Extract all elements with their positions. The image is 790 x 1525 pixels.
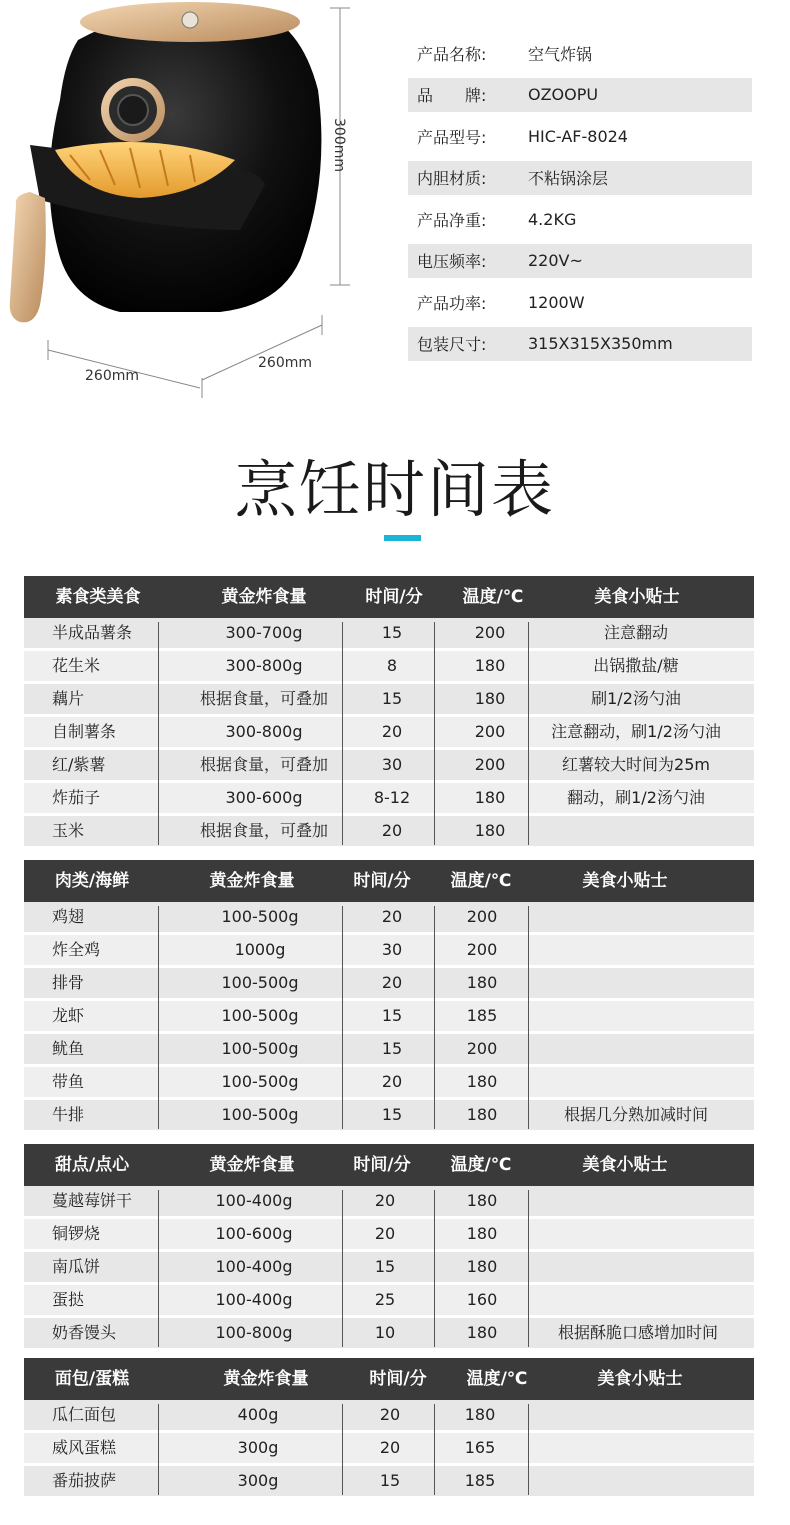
table-cell: 100-500g xyxy=(221,1039,299,1058)
column-header: 温度/℃ xyxy=(466,1369,528,1389)
table-cell: 15 xyxy=(374,1257,396,1276)
table-cell: 180 xyxy=(474,788,506,807)
table-row xyxy=(24,1433,754,1466)
table-cell: 180 xyxy=(466,973,498,992)
spec-label: 产品功率: xyxy=(417,293,487,313)
table-row xyxy=(24,1400,754,1433)
height-dimension-label: 300mm xyxy=(331,118,347,172)
product-spec-list xyxy=(408,36,752,368)
column-divider xyxy=(158,906,159,1129)
table-cell: 160 xyxy=(466,1290,498,1309)
table-cell: 300g xyxy=(237,1438,279,1457)
table-cell: 200 xyxy=(466,907,498,926)
table-row xyxy=(24,651,754,684)
table-cell: 自制薯条 xyxy=(52,722,117,741)
table-row xyxy=(24,618,754,651)
table-row xyxy=(24,1318,754,1351)
spec-value: 不粘锅涂层 xyxy=(528,169,609,188)
table-cell: 200 xyxy=(474,755,506,774)
table-cell: 30 xyxy=(381,940,403,959)
spec-value: HIC-AF-8024 xyxy=(528,126,628,146)
table-cell: 20 xyxy=(379,1405,401,1424)
table-row xyxy=(24,1219,754,1252)
spec-value: 315X315X350mm xyxy=(528,334,673,353)
table-cell: 刷1/2汤勺油 xyxy=(591,689,681,708)
table-row xyxy=(24,750,754,783)
spec-value: OZOOPU xyxy=(528,85,599,104)
spec-value: 空气炸锅 xyxy=(528,44,593,64)
table-cell: 20 xyxy=(379,1438,401,1457)
table-cell: 20 xyxy=(381,1072,403,1091)
table-cell: 400g xyxy=(237,1405,279,1424)
table-cell: 8-12 xyxy=(373,788,411,807)
table-cell: 180 xyxy=(474,656,506,675)
column-header: 温度/℃ xyxy=(450,871,512,891)
table-cell: 100-500g xyxy=(221,973,299,992)
column-divider xyxy=(158,1190,159,1347)
table-cell: 出锅撒盐/糖 xyxy=(593,656,679,675)
spec-label: 品 牌: xyxy=(417,86,487,105)
spec-label: 内胆材质: xyxy=(417,169,487,188)
table-row xyxy=(24,1034,754,1067)
table-row xyxy=(24,1100,754,1133)
table-cell: 20 xyxy=(381,821,403,840)
column-divider xyxy=(342,906,343,1129)
column-divider xyxy=(434,1190,435,1347)
air-fryer-illustration xyxy=(0,0,400,400)
spec-row-weight xyxy=(408,202,752,236)
table-cell: 180 xyxy=(474,821,506,840)
table-meat-seafood xyxy=(24,860,754,1133)
column-divider xyxy=(342,1190,343,1347)
table-cell: 根据食量，可叠加 xyxy=(199,755,329,774)
table-cell: 番茄披萨 xyxy=(52,1471,117,1490)
table-cell: 180 xyxy=(466,1105,498,1124)
spec-value: 1200W xyxy=(528,292,585,312)
table-cell: 20 xyxy=(381,907,403,926)
spec-label: 产品型号: xyxy=(417,127,487,147)
table-cell: 20 xyxy=(374,1224,396,1243)
table-cell: 半成品薯条 xyxy=(52,623,133,642)
table-cell: 20 xyxy=(374,1191,396,1210)
spec-label: 包装尺寸: xyxy=(417,335,487,354)
column-header: 面包/蛋糕 xyxy=(54,1369,130,1389)
table-cell: 排骨 xyxy=(52,973,85,992)
table-cell: 100-500g xyxy=(221,1006,299,1025)
column-header: 美食小贴士 xyxy=(582,871,668,891)
table-cell: 100-400g xyxy=(215,1191,293,1210)
table-cell: 100-400g xyxy=(215,1290,293,1309)
table-cell: 300-800g xyxy=(225,656,303,675)
table-cell: 根据食量，可叠加 xyxy=(199,689,329,708)
spec-row-material xyxy=(408,161,752,195)
table-header xyxy=(24,1144,754,1186)
column-header: 美食小贴士 xyxy=(582,1155,668,1175)
table-row xyxy=(24,935,754,968)
table-cell: 100-500g xyxy=(221,1105,299,1124)
table-row xyxy=(24,1252,754,1285)
table-cell: 300-700g xyxy=(225,623,303,642)
table-cell: 蔓越莓饼干 xyxy=(52,1191,133,1210)
table-cell: 300-600g xyxy=(225,788,303,807)
column-divider xyxy=(434,906,435,1129)
column-header: 肉类/海鲜 xyxy=(54,871,130,891)
table-cell: 注意翻动 xyxy=(603,623,669,642)
table-cell: 10 xyxy=(374,1323,396,1342)
table-header xyxy=(24,576,754,618)
column-divider xyxy=(342,622,343,845)
table-cell: 根据几分熟加减时间 xyxy=(563,1105,709,1124)
column-divider xyxy=(342,1404,343,1495)
spec-row-model xyxy=(408,119,752,153)
table-cell: 300g xyxy=(237,1471,279,1490)
table-cell: 100-500g xyxy=(221,907,299,926)
table-header xyxy=(24,1358,754,1400)
table-cell: 红/紫薯 xyxy=(52,755,106,774)
title-accent-bar xyxy=(384,535,421,541)
table-cell: 180 xyxy=(466,1224,498,1243)
width-dimension-label-left: 260mm xyxy=(85,368,139,384)
table-cell: 180 xyxy=(466,1323,498,1342)
table-cell: 15 xyxy=(381,1039,403,1058)
table-cell: 炸全鸡 xyxy=(52,940,101,959)
table-cell: 100-600g xyxy=(215,1224,293,1243)
column-header: 时间/分 xyxy=(365,587,423,607)
spec-value: 4.2KG xyxy=(528,209,577,229)
table-cell: 炸茄子 xyxy=(52,788,101,807)
column-header: 美食小贴士 xyxy=(597,1369,683,1389)
table-row xyxy=(24,1001,754,1034)
table-cell: 花生米 xyxy=(52,656,101,675)
page-title: 烹饪时间表 xyxy=(234,453,555,526)
table-cell: 180 xyxy=(466,1072,498,1091)
column-divider xyxy=(528,1404,529,1495)
column-divider xyxy=(528,906,529,1129)
table-row xyxy=(24,902,754,935)
table-cell: 根据酥脆口感增加时间 xyxy=(557,1323,719,1342)
table-cell: 根据食量，可叠加 xyxy=(199,821,329,840)
table-cell: 15 xyxy=(381,1105,403,1124)
table-cell: 红薯较大时间为25m xyxy=(562,755,710,774)
table-cell: 翻动，刷1/2汤勺油 xyxy=(567,788,705,807)
table-cell: 100-500g xyxy=(221,1072,299,1091)
table-cell: 185 xyxy=(464,1471,496,1490)
table-row xyxy=(24,1466,754,1499)
spec-label: 产品名称: xyxy=(417,44,487,64)
table-cell: 玉米 xyxy=(52,821,85,840)
table-cell: 南瓜饼 xyxy=(52,1257,101,1276)
table-cell: 200 xyxy=(466,1039,498,1058)
table-cell: 带鱼 xyxy=(52,1072,85,1091)
table-cell: 鱿鱼 xyxy=(52,1039,85,1058)
table-cell: 180 xyxy=(474,689,506,708)
column-header: 黄金炸食量 xyxy=(221,587,307,607)
table-cell: 蛋挞 xyxy=(52,1290,85,1309)
spec-label: 产品净重: xyxy=(417,210,487,230)
column-header: 温度/℃ xyxy=(450,1155,512,1175)
table-cell: 165 xyxy=(464,1438,496,1457)
spec-value: 220V~ xyxy=(528,251,583,270)
table-cell: 180 xyxy=(466,1257,498,1276)
column-header: 温度/℃ xyxy=(462,587,524,607)
column-header: 素食类美食 xyxy=(55,587,141,607)
table-cell: 注意翻动，刷1/2汤勺油 xyxy=(551,722,721,741)
table-cell: 15 xyxy=(381,623,403,642)
table-cell: 30 xyxy=(381,755,403,774)
table-cell: 200 xyxy=(466,940,498,959)
table-cell: 200 xyxy=(474,722,506,741)
table-row xyxy=(24,717,754,750)
table-cell: 25 xyxy=(374,1290,396,1309)
column-divider xyxy=(528,1190,529,1347)
table-cell: 20 xyxy=(381,973,403,992)
table-cell: 藕片 xyxy=(52,689,85,708)
column-divider xyxy=(434,1404,435,1495)
table-row xyxy=(24,816,754,849)
column-divider xyxy=(434,622,435,845)
table-cell: 8 xyxy=(386,656,398,675)
table-cell: 奶香馒头 xyxy=(52,1323,117,1342)
spec-label: 电压频率: xyxy=(417,252,487,271)
table-cell: 300-800g xyxy=(225,722,303,741)
column-header: 时间/分 xyxy=(353,1155,411,1175)
column-header: 黄金炸食量 xyxy=(209,871,295,891)
table-row xyxy=(24,1285,754,1318)
column-header: 时间/分 xyxy=(369,1369,427,1389)
spec-row-name xyxy=(408,36,752,70)
table-cell: 15 xyxy=(381,1006,403,1025)
table-row xyxy=(24,1186,754,1219)
column-header: 时间/分 xyxy=(353,871,411,891)
table-cell: 威风蛋糕 xyxy=(52,1438,117,1457)
column-header: 美食小贴士 xyxy=(594,587,680,607)
table-cell: 15 xyxy=(381,689,403,708)
column-header: 黄金炸食量 xyxy=(223,1369,309,1389)
table-cell: 15 xyxy=(379,1471,401,1490)
column-divider xyxy=(528,622,529,845)
table-cell: 100-800g xyxy=(215,1323,293,1342)
table-header xyxy=(24,860,754,902)
table-cell: 铜锣烧 xyxy=(52,1224,101,1243)
spec-row-package xyxy=(408,327,752,361)
spec-row-voltage xyxy=(408,244,752,278)
table-cell: 鸡翅 xyxy=(52,907,85,926)
table-cell: 100-400g xyxy=(215,1257,293,1276)
table-cell: 200 xyxy=(474,623,506,642)
table-cell: 1000g xyxy=(234,940,286,959)
table-cell: 185 xyxy=(466,1006,498,1025)
column-header: 甜点/点心 xyxy=(54,1155,130,1175)
width-dimension-label-right: 260mm xyxy=(258,355,312,371)
table-cell: 龙虾 xyxy=(52,1006,85,1025)
column-divider xyxy=(158,622,159,845)
spec-row-power xyxy=(408,285,752,319)
table-cell: 180 xyxy=(466,1191,498,1210)
product-image xyxy=(0,0,400,400)
table-cell: 瓜仁面包 xyxy=(52,1405,117,1424)
table-row xyxy=(24,968,754,1001)
table-cell: 牛排 xyxy=(52,1105,85,1124)
table-desserts xyxy=(24,1144,754,1351)
table-row xyxy=(24,684,754,717)
spec-row-brand xyxy=(408,78,752,112)
table-bread-cake xyxy=(24,1358,754,1499)
column-header: 黄金炸食量 xyxy=(209,1155,295,1175)
table-cell: 180 xyxy=(464,1405,496,1424)
table-row xyxy=(24,783,754,816)
table-cell: 20 xyxy=(381,722,403,741)
table-vegetarian xyxy=(24,576,754,849)
column-divider xyxy=(158,1404,159,1495)
table-row xyxy=(24,1067,754,1100)
